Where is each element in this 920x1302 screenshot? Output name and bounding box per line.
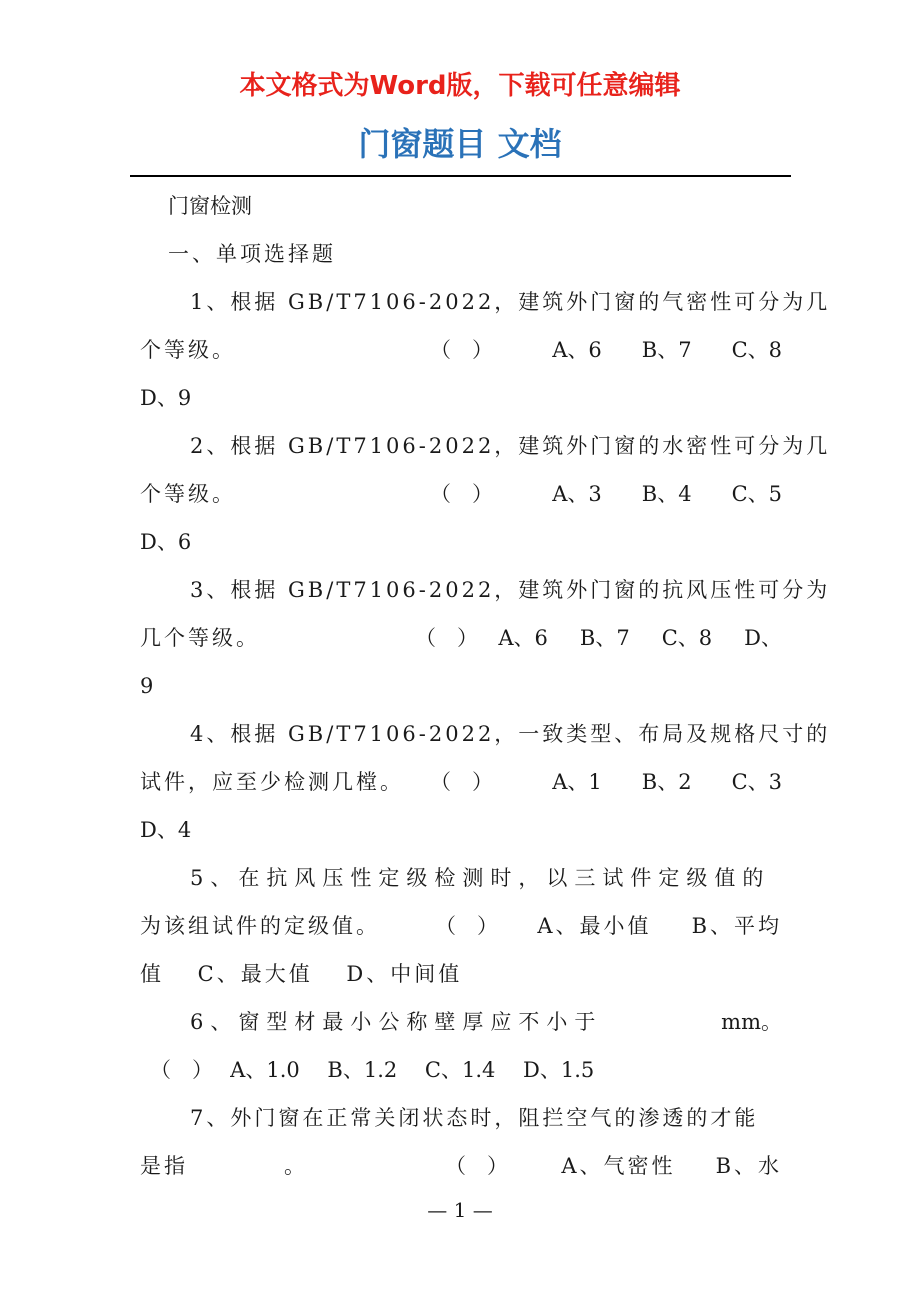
options [466,614,782,662]
question-text: 几个等级。 [140,626,260,650]
option-b: B、7 [641,338,692,362]
question-3-line-1: 3、根据 GB/T7106-2022，建筑外门窗的抗风压性可分为 [190,578,831,602]
question-text: 个等级。 [140,338,236,362]
option-b: B、7 [579,626,630,650]
question-2-line-1: 2、根据 GB/T7106-2022，建筑外门窗的水密性可分为几 [190,434,831,458]
unit-text: mm。 [721,1010,782,1034]
option-a: A、1 [552,770,602,794]
question-3-line-3: 9 [140,674,154,698]
question-7-line-1: 7、外门窗在正常关闭状态时，阻拦空气的渗透的才能 [190,1106,759,1130]
option-b: B、2 [641,770,692,794]
question-5-line-1: 5、在抗风压性定级检测时，以三试件定级值的 [190,866,771,890]
option-b: B、4 [641,482,692,506]
document-body [140,182,831,1190]
option-c: C、8 [731,338,782,362]
question-7-line-2 [140,1142,782,1190]
answer-blank: （ ） [430,482,493,506]
option-c: C、8 [661,626,713,650]
question-2-line-2 [140,470,782,518]
header-rule [130,175,791,177]
section-subheading: 一、单项选择题 [168,242,336,266]
question-text: 是指 。 [140,1154,308,1178]
question-6-line-2: （ ） A、1.0 B、1.2 C、1.4 D、1.5 [150,1058,595,1082]
option-a: A、最小值 [537,914,652,938]
options [497,902,782,950]
question-5-line-2 [140,902,782,950]
options [512,758,782,806]
question-1-line-2 [140,326,782,374]
question-1-line-3: D、9 [140,386,192,410]
option-b: B、平均 [691,914,782,938]
question-4-line-1: 4、根据 GB/T7106-2022，一致类型、布局及规格尺寸的 [190,722,831,746]
document-title: 门窗题目 文档 [358,125,562,163]
question-text: 试件，应至少检测几樘。 [140,770,404,794]
section-heading: 门窗检测 [168,194,252,218]
question-3-line-2 [140,614,782,662]
option-a: A、气密性 [561,1154,676,1178]
question-4-line-3: D、4 [140,818,192,842]
question-text: 个等级。 [140,482,236,506]
option-c: C、3 [731,770,782,794]
option-d: D、 [744,626,782,650]
option-a: A、6 [552,338,602,362]
option-a: A、3 [552,482,602,506]
answer-blank: （ ） [435,914,498,938]
question-4-line-2 [140,758,782,806]
question-2-line-3: D、6 [140,530,192,554]
page-number: — 1 — [427,1198,493,1222]
option-a: A、6 [498,626,548,650]
question-text: 6、窗型材最小公称壁厚应不小于 [190,1010,603,1034]
option-c: C、5 [731,482,782,506]
options [521,1142,782,1190]
options [512,470,782,518]
answer-blank: （ ） [430,338,493,362]
question-6-line-1 [140,998,782,1046]
option-b: B、水 [715,1154,782,1178]
banner-text: 本文格式为Word版，下载可任意编辑 [239,71,681,101]
question-5-line-3: 值 C、最大值 D、中间值 [140,962,463,986]
question-1-line-1: 1、根据 GB/T7106-2022，建筑外门窗的气密性可分为几 [190,290,831,314]
answer-blank: （ ） [415,626,478,650]
question-text: 为该组试件的定级值。 [140,914,380,938]
answer-blank: （ ） [445,1154,508,1178]
answer-blank: （ ） [430,770,493,794]
options [512,326,782,374]
